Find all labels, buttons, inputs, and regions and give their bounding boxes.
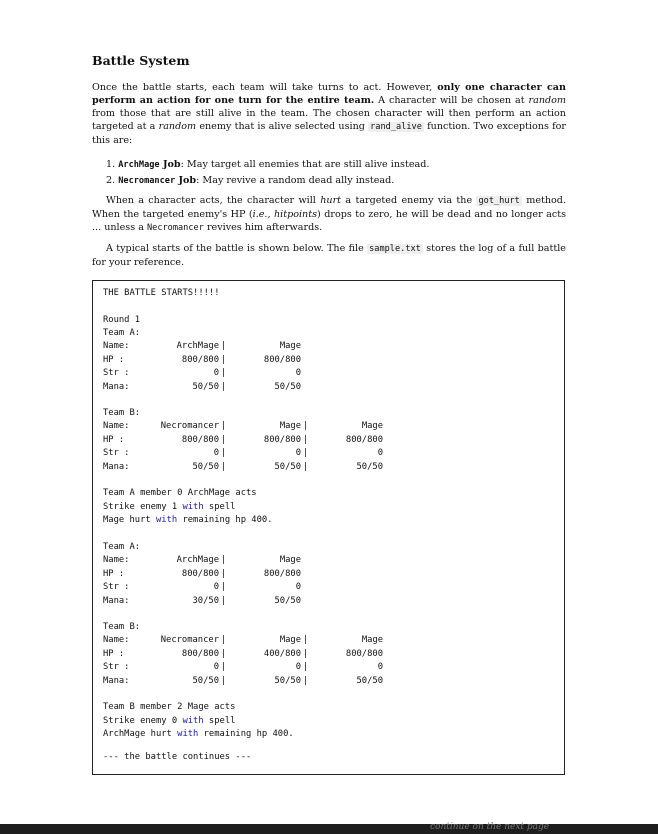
hurt-paragraph: When a character acts, the character will hurt a targeted enemy via the got_hurt method. When the targeted enemy's HP (i.e., hitpoints) drops to zero, he will be dead and no longer acts ... unless a Necromancer revives him afterwards. [92,195,567,233]
rand-alive-code: rand_alive [370,122,422,132]
exceptions-list [106,157,429,189]
sample-paragraph: A typical starts of the battle is shown below. The file sample.txt stores the log of a full battle for your reference. [92,243,566,268]
list-item: 1. ArchMage Job: May target all enemies that are still alive instead. [106,159,430,170]
page-bottom-bar [0,824,658,834]
log-start: THE BATTLE STARTS!!!!! [103,288,220,298]
battle-log-box: THE BATTLE STARTS!!!!! Round 1 Team A: Name: ArchMage | Mage HP : 800/800 | 800/800 Str : 0 | 0 Mana: 50/50 | 50/50 Team B: Name: Necromancer | Mage | Mage HP : 800/800 | 800/800 | 800/800 Str : 0 | 0 | 0 Mana: 50/50 | 50/50 | 50/50 Team A member 0 ArchMage acts Strike enemy 1 with spell Mage hurt with remaining hp 400. Team A: Name: ArchMage | Mage HP : 800/800 | 800/800 Str : 0 | 0 Mana: 30/50 | 50/50 Team B: Name: Necromancer | Mage | Mage HP : 800/800 | 400/800 | 800/800 Str : 0 | 0 | 0 Mana: 50/50 | 50/50 | 50/50 Team B member 2 Mage acts Strike enemy 0 with spell ArchMage hurt with remaining hp 400. --- the battle continues --- [92,280,565,775]
action-log: Team A member 0 ArchMage acts Strike enemy 1 with spell Mage hurt with remaining hp 400. [103,488,273,525]
team-label: Team B: [103,622,141,632]
log-round: Round 1 [103,315,141,325]
intro-paragraph: Once the battle starts, each team will take turns to act. However, only one character can perform an action for one turn for the entire team. A character will be chosen at random from those that are still alive in the team. The chosen character will then perform an action targeted at a random enemy that is alive selected using rand_alive function. Two exceptions for this are: [92,82,567,146]
list-item: 2. Necromancer Job: May revive a random dead ally instead. [106,175,395,186]
log-continues: --- the battle continues --- [103,752,252,762]
team-label: Team A: [103,328,141,338]
continue-note: continue on the next page [430,822,550,832]
team-label: Team A: [103,542,141,552]
action-log: Team B member 2 Mage acts Strike enemy 0 with spell ArchMage hurt with remaining hp 400. [103,702,294,739]
section-heading: Battle System [92,53,190,68]
team-label: Team B: [103,408,141,418]
